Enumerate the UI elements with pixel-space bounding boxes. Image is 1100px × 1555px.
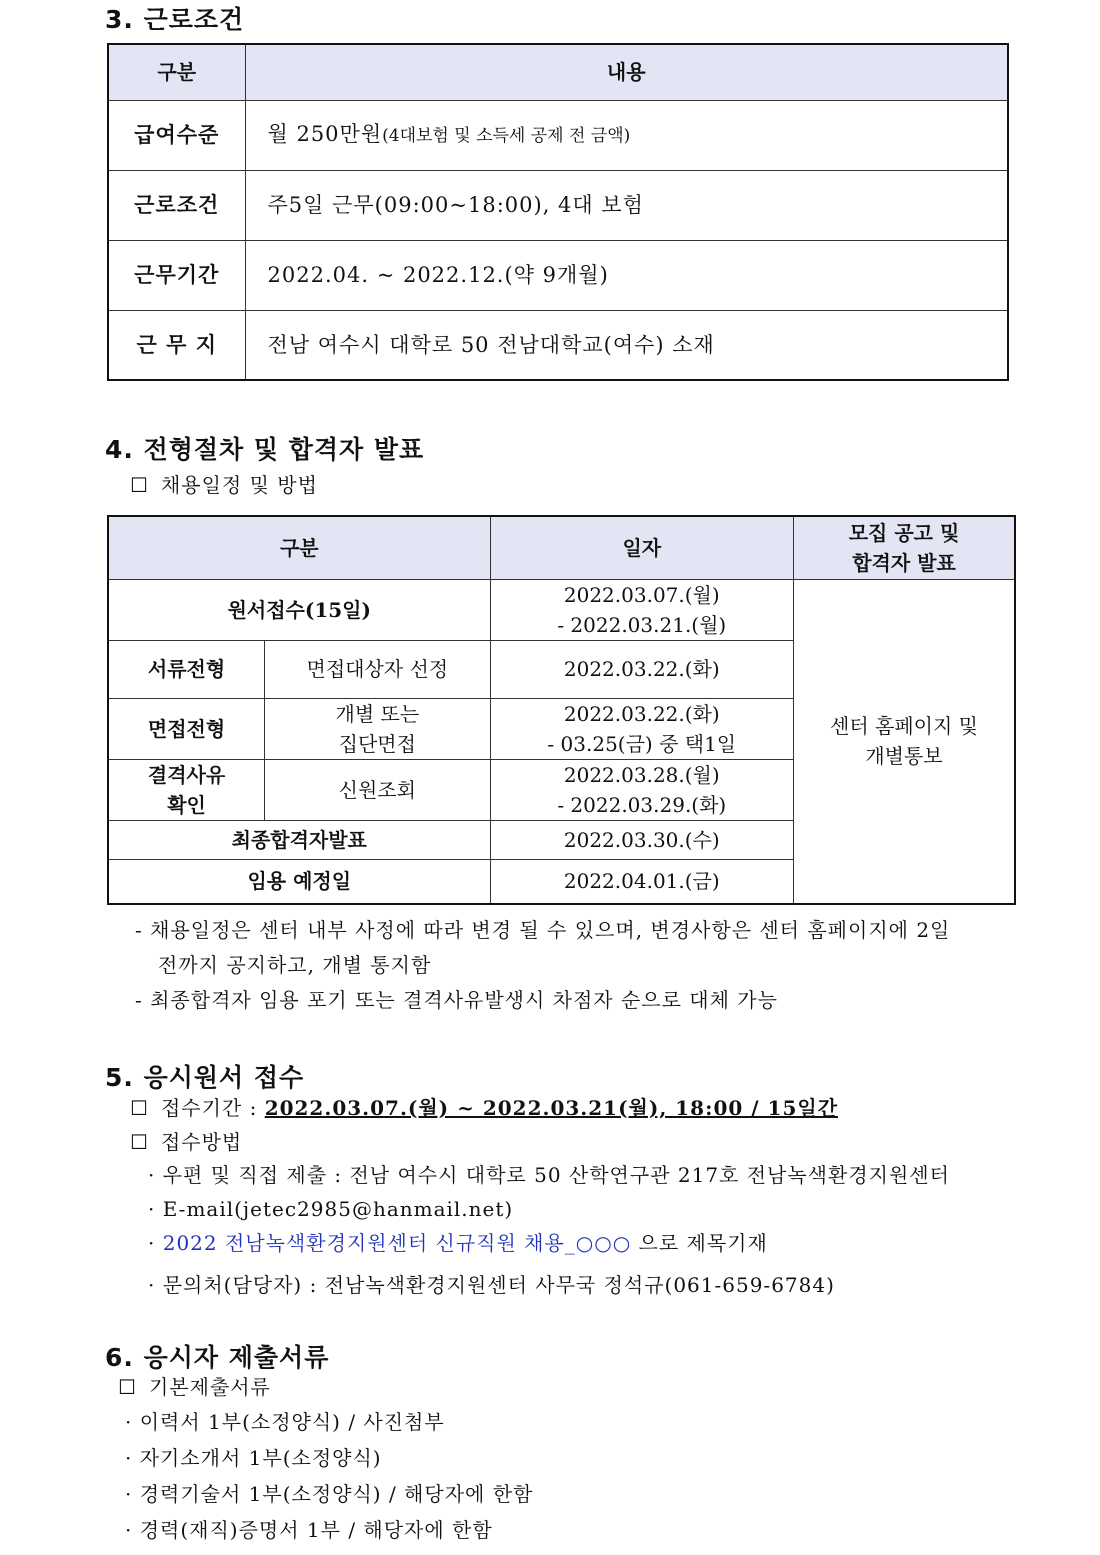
row-value-conditions: 주5일 근무(09:00~18:00), 4대 보험 <box>245 170 1008 240</box>
row-final-announcement: 최종합격자발표 <box>108 820 490 859</box>
date-disqualification-check: 2022.03.28.(월) - 2022.03.29.(화) <box>490 759 793 820</box>
row-value-period: 2022.04. ~ 2022.12.(약 9개월) <box>245 240 1008 310</box>
table-row <box>108 240 1008 310</box>
date-document-screening: 2022.03.22.(화) <box>490 640 793 698</box>
date-application: 2022.03.07.(월) - 2022.03.21.(월) <box>490 579 793 640</box>
checkbox-icon: ☐ <box>130 473 149 497</box>
checkbox-icon: ☐ <box>130 1130 149 1154</box>
col-category: 구분 <box>108 516 490 579</box>
table-row <box>108 310 1008 380</box>
application-method: ☐ 접수방법 <box>130 1130 243 1154</box>
row-interview: 면접전형 <box>108 698 265 759</box>
salary-note: (4대보험 및 소득세 공제 전 금액) <box>382 126 631 146</box>
announcement-method: 센터 홈페이지 및 개별통보 <box>794 579 1015 904</box>
method-email: · E-mail(jetec2985@hanmail.net) <box>148 1197 514 1221</box>
col-content: 내용 <box>245 44 1008 100</box>
period-value: 2022.03.07.(월) ~ 2022.03.21(월), 18:00 / 15일간 <box>264 1096 839 1120</box>
row-appointment-date: 임용 예정일 <box>108 859 490 904</box>
doc-employment-certificate: · 경력(재직)증명서 1부 / 해당자에 한함 <box>125 1518 493 1542</box>
checkbox-icon: ☐ <box>118 1375 137 1399</box>
checkbox-icon: ☐ <box>130 1096 149 1120</box>
row-label-conditions: 근로조건 <box>108 170 245 240</box>
row-value-salary: 월 250만원(4대보험 및 소득세 공제 전 금액) <box>245 100 1008 170</box>
application-period: ☐ 접수기간 : 2022.03.07.(월) ~ 2022.03.21(월), 18:00 / 15일간 <box>130 1096 839 1120</box>
col-announcement: 모집 공고 및 합격자 발표 <box>794 516 1015 579</box>
row-value-location: 전남 여수시 대학로 50 전남대학교(여수) 소재 <box>245 310 1008 380</box>
schedule-note-1: - 채용일정은 센터 내부 사정에 따라 변경 될 수 있으며, 변경사항은 센터 홈페이지에 2일 <box>135 918 951 942</box>
doc-cover-letter: · 자기소개서 1부(소정양식) <box>125 1446 382 1470</box>
working-conditions-table <box>107 43 1009 381</box>
col-date: 일자 <box>490 516 793 579</box>
contact-info: · 문의처(담당자) : 전남녹색환경지원센터 사무국 정석규(061-659-6784) <box>148 1273 835 1297</box>
row-disqualification-check: 결격사유 확인 <box>108 759 265 820</box>
table-row <box>108 100 1008 170</box>
table-row <box>108 170 1008 240</box>
row-label-location: 근 무 지 <box>108 310 245 380</box>
row-application: 원서접수(15일) <box>108 579 490 640</box>
basic-documents-heading: ☐ 기본제출서류 <box>118 1375 271 1399</box>
table-row <box>108 579 1015 640</box>
schedule-subheading: ☐ 채용일정 및 방법 <box>130 473 318 497</box>
col-category: 구분 <box>108 44 245 100</box>
doc-resume: · 이력서 1부(소정양식) / 사진첨부 <box>125 1410 445 1434</box>
row-document-screening: 서류전형 <box>108 640 265 698</box>
method-email-subject: · 2022 전남녹색환경지원센터 신규직원 채용_○○○ 으로 제목기재 <box>148 1231 768 1255</box>
row-label-salary: 급여수준 <box>108 100 245 170</box>
desc-interview: 개별 또는 집단면접 <box>265 698 490 759</box>
desc-document-screening: 면접대상자 선정 <box>265 640 490 698</box>
section-4-title: 4. 전형절차 및 합격자 발표 <box>105 435 425 464</box>
schedule-table <box>107 515 1016 905</box>
method-post: · 우편 및 직접 제출 : 전남 여수시 대학로 50 산학연구관 217호 전남녹색환경지원센터 <box>148 1163 950 1187</box>
desc-disqualification-check: 신원조회 <box>265 759 490 820</box>
row-label-period: 근무기간 <box>108 240 245 310</box>
section-5-title: 5. 응시원서 접수 <box>105 1063 305 1092</box>
date-final-announcement: 2022.03.30.(수) <box>490 820 793 859</box>
date-interview: 2022.03.22.(화) - 03.25(금) 중 택1일 <box>490 698 793 759</box>
section-6-title: 6. 응시자 제출서류 <box>105 1343 330 1372</box>
email-subject-text: 2022 전남녹색환경지원센터 신규직원 채용_○○○ <box>162 1231 632 1255</box>
section-3-title: 3. 근로조건 <box>105 5 245 34</box>
doc-career-description: · 경력기술서 1부(소정양식) / 해당자에 한함 <box>125 1482 534 1506</box>
date-appointment: 2022.04.01.(금) <box>490 859 793 904</box>
schedule-note-2: - 최종합격자 임용 포기 또는 결격사유발생시 차점자 순으로 대체 가능 <box>135 988 778 1012</box>
schedule-note-1-cont: 전까지 공지하고, 개별 통지함 <box>158 953 432 977</box>
